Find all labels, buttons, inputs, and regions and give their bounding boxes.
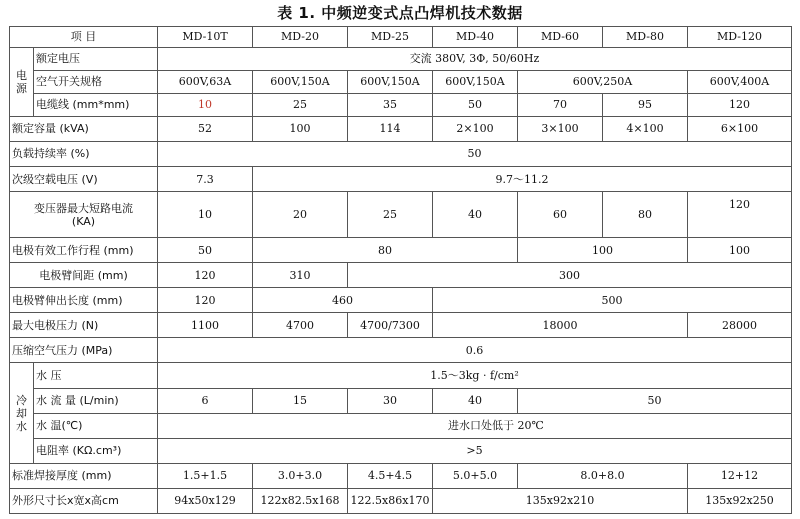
cell-value: 300 (348, 263, 792, 288)
row-label: 空气开关规格 (34, 70, 158, 93)
cell-value: 600V,150A (348, 70, 433, 93)
cell-value: 50 (518, 388, 792, 413)
model-header: MD-40 (433, 27, 518, 48)
row-label: 水 温(℃) (34, 413, 158, 438)
cell-value: 100 (688, 238, 792, 263)
row-label: 电缆线 (mm*mm) (34, 93, 158, 116)
table-row (10, 167, 792, 192)
cell-value: 交流 380V, 3Φ, 50/60Hz (158, 47, 792, 70)
cell-value: 135x92x250 (688, 488, 792, 513)
cell-value: 100 (253, 116, 348, 141)
row-label: 额定容量 (kVA) (10, 116, 158, 141)
cell-value: 600V,150A (433, 70, 518, 93)
cell-value: 95 (603, 93, 688, 116)
cell-value: 310 (253, 263, 348, 288)
model-header: MD-10T (158, 27, 253, 48)
cell-value: 15 (253, 388, 348, 413)
row-label: 水 压 (34, 363, 158, 388)
cell-value: 0.6 (158, 338, 792, 363)
cell-value: 1100 (158, 313, 253, 338)
table-row (10, 288, 792, 313)
cell-value: 10 (158, 192, 253, 238)
cell-value: 35 (348, 93, 433, 116)
table-row (10, 313, 792, 338)
table-row (10, 141, 792, 166)
cell-value: 60 (518, 192, 603, 238)
table-row (10, 338, 792, 363)
cell-value: 120 (158, 263, 253, 288)
cell-value: >5 (158, 438, 792, 463)
model-header: MD-20 (253, 27, 348, 48)
table-row (10, 463, 792, 488)
row-label: 次级空载电压 (V) (10, 167, 158, 192)
cell-value: 6 (158, 388, 253, 413)
row-label: 外形尺寸长x宽x高cm (10, 488, 158, 513)
cell-value: 5.0+5.0 (433, 463, 518, 488)
model-header: MD-60 (518, 27, 603, 48)
row-label: 电阻率 (KΩ.cm³) (34, 438, 158, 463)
cell-value: 3×100 (518, 116, 603, 141)
cell-value: 10 (158, 93, 253, 116)
table-row (10, 238, 792, 263)
table-row (10, 438, 792, 463)
cell-value: 2×100 (433, 116, 518, 141)
table-row (10, 388, 792, 413)
cell-value: 600V,63A (158, 70, 253, 93)
cell-value: 50 (158, 238, 253, 263)
cell-value: 600V,400A (688, 70, 792, 93)
row-label: 最大电极压力 (N) (10, 313, 158, 338)
cell-value: 120 (688, 192, 792, 238)
model-header: MD-120 (688, 27, 792, 48)
cell-value: 12+12 (688, 463, 792, 488)
cell-value: 135x92x210 (433, 488, 688, 513)
cell-value: 4×100 (603, 116, 688, 141)
table-row (10, 413, 792, 438)
cooling-group-label: 冷 却 水 (10, 363, 34, 463)
table-row (10, 93, 792, 116)
cell-value: 4.5+4.5 (348, 463, 433, 488)
cell-value: 28000 (688, 313, 792, 338)
row-label: 压缩空气压力 (MPa) (10, 338, 158, 363)
cell-value: 25 (253, 93, 348, 116)
cell-value: 25 (348, 192, 433, 238)
cell-value: 122.5x86x170 (348, 488, 433, 513)
cell-value: 100 (518, 238, 688, 263)
row-label: 变压器最大短路电流 (KA) (10, 192, 158, 238)
table-row (10, 263, 792, 288)
cell-value: 120 (158, 288, 253, 313)
spec-table (9, 26, 792, 514)
table-row (10, 488, 792, 513)
cell-value: 120 (688, 93, 792, 116)
cell-value: 40 (433, 192, 518, 238)
row-label: 电极臂伸出长度 (mm) (10, 288, 158, 313)
model-header: MD-80 (603, 27, 688, 48)
cell-value: 18000 (433, 313, 688, 338)
cell-value: 80 (253, 238, 518, 263)
cell-value: 20 (253, 192, 348, 238)
model-header: MD-25 (348, 27, 433, 48)
cell-value: 4700 (253, 313, 348, 338)
cell-value: 40 (433, 388, 518, 413)
header-item: 项 目 (10, 27, 158, 48)
row-label: 额定电压 (34, 47, 158, 70)
table-row (10, 192, 792, 238)
cell-value: 94x50x129 (158, 488, 253, 513)
power-group-label: 电 源 (10, 47, 34, 116)
cell-value: 1.5+1.5 (158, 463, 253, 488)
cell-value: 122x82.5x168 (253, 488, 348, 513)
cell-value: 114 (348, 116, 433, 141)
cell-value: 500 (433, 288, 792, 313)
cell-value: 8.0+8.0 (518, 463, 688, 488)
row-label: 电极臂间距 (mm) (10, 263, 158, 288)
cell-value: 6×100 (688, 116, 792, 141)
header-row (10, 27, 792, 48)
row-label: 电极有效工作行程 (mm) (10, 238, 158, 263)
table-row (10, 363, 792, 388)
cell-value: 3.0+3.0 (253, 463, 348, 488)
cell-value: 进水口处低于 20℃ (158, 413, 792, 438)
row-label: 水 流 量 (L/min) (34, 388, 158, 413)
cell-value: 70 (518, 93, 603, 116)
cell-value: 7.3 (158, 167, 253, 192)
cell-value: 30 (348, 388, 433, 413)
cell-value: 4700/7300 (348, 313, 433, 338)
cell-value: 50 (158, 141, 792, 166)
cell-value: 80 (603, 192, 688, 238)
table-row (10, 70, 792, 93)
cell-value: 1.5～3kg · f/cm² (158, 363, 792, 388)
cell-value: 600V,250A (518, 70, 688, 93)
cell-value: 600V,150A (253, 70, 348, 93)
cell-value: 460 (253, 288, 433, 313)
table-row (10, 116, 792, 141)
row-label: 标准焊接厚度 (mm) (10, 463, 158, 488)
cell-value: 9.7～11.2 (253, 167, 792, 192)
table-row (10, 47, 792, 70)
row-label: 负载持续率 (%) (10, 141, 158, 166)
table-title: 表 1. 中频逆变式点凸焊机技术数据 (277, 4, 523, 22)
cell-value: 50 (433, 93, 518, 116)
cell-value: 52 (158, 116, 253, 141)
